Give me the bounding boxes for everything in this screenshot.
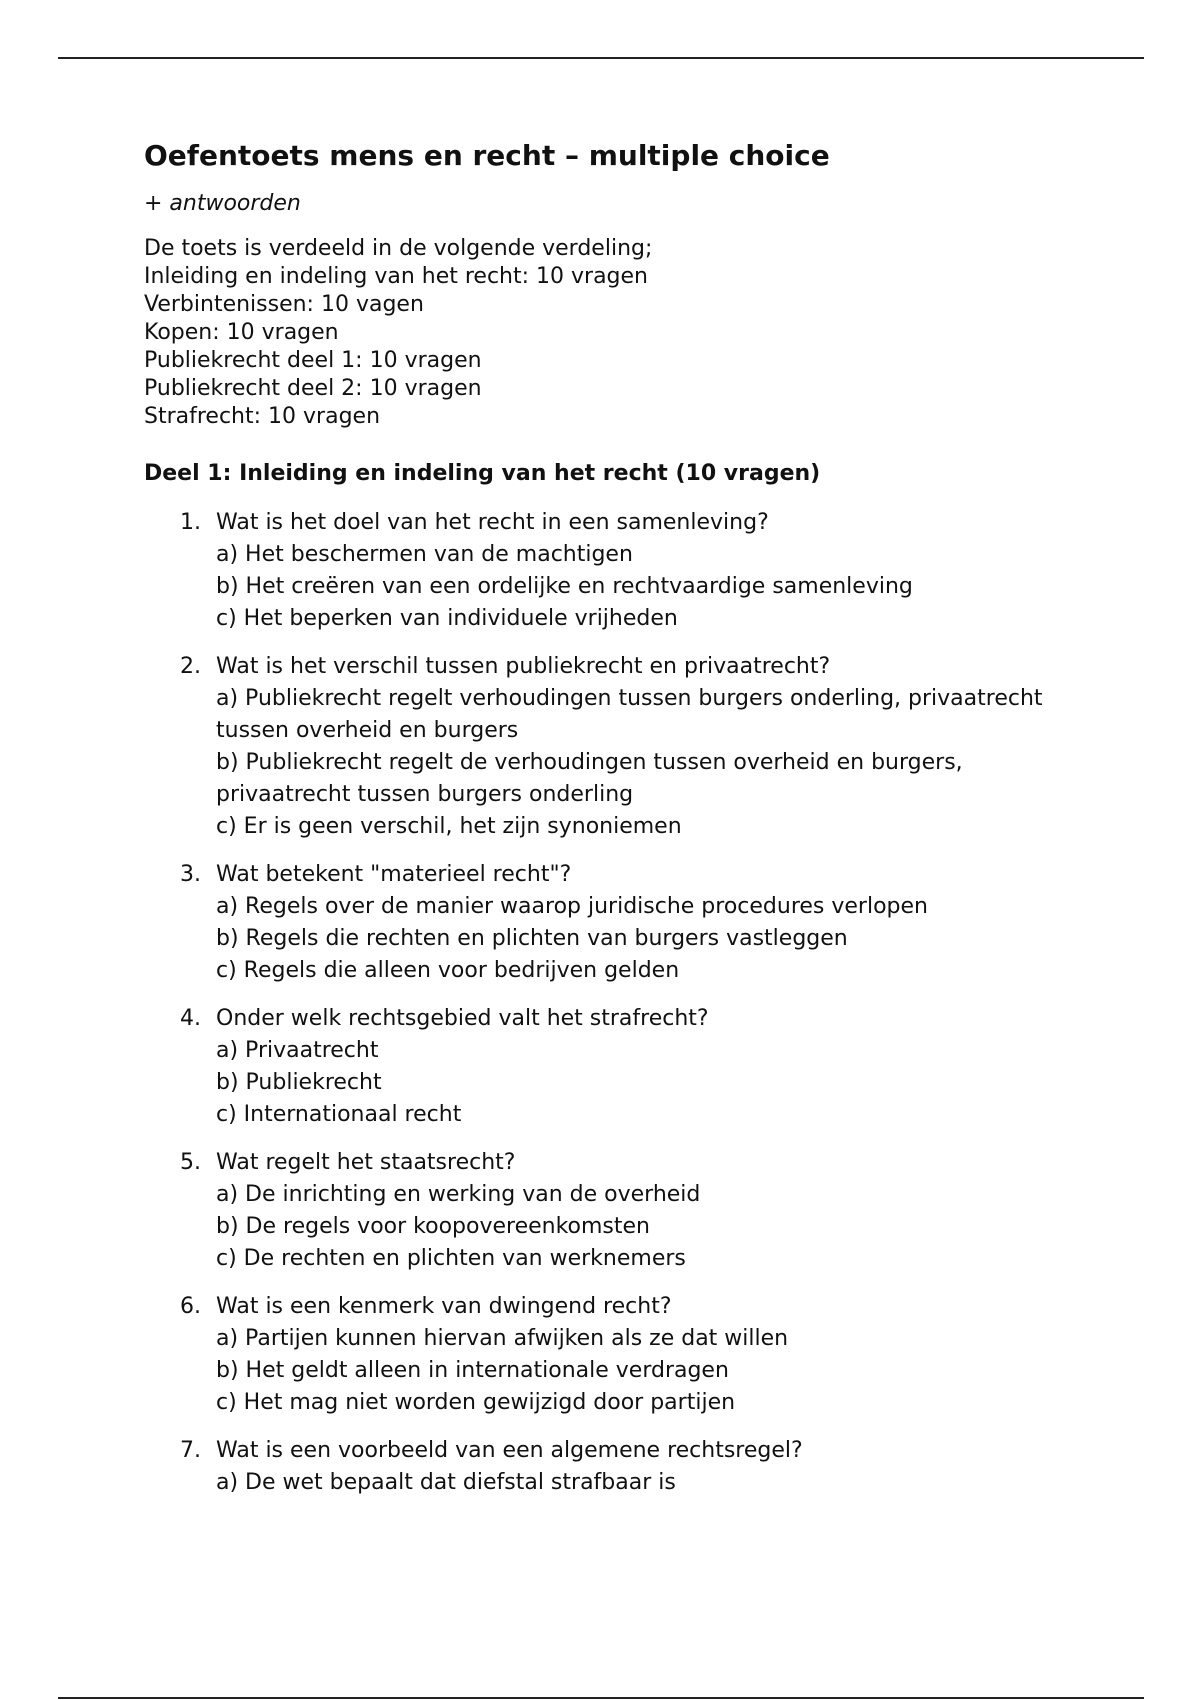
question-number: 7.: [180, 1438, 201, 1463]
intro-line: Strafrecht: 10 vragen: [144, 404, 381, 429]
answer-option: c) Het beperken van individuele vrijheden: [216, 606, 678, 631]
question-text: Wat is een kenmerk van dwingend recht?: [216, 1294, 672, 1319]
answer-option: c) Het mag niet worden gewijzigd door partijen: [216, 1390, 736, 1415]
answer-option: a) Publiekrecht regelt verhoudingen tussen burgers onderling, privaatrecht tussen overheid en burgers: [216, 686, 1043, 743]
intro-line: De toets is verdeeld in de volgende verdeling;: [144, 236, 653, 261]
question-item: [144, 507, 1104, 635]
question-number: 5.: [180, 1150, 201, 1175]
answer-option: a) Het beschermen van de machtigen: [216, 542, 633, 567]
answer-option: b) Regels die rechten en plichten van burgers vastleggen: [216, 926, 848, 951]
answer-option: b) Publiekrecht: [216, 1070, 382, 1095]
intro-block: [144, 235, 1104, 431]
answer-option: c) Internationaal recht: [216, 1102, 462, 1127]
question-item: [144, 859, 1104, 987]
question-text: Wat is een voorbeeld van een algemene rechtsregel?: [216, 1438, 803, 1463]
question-text: Wat betekent "materieel recht"?: [216, 862, 572, 887]
question-number: 1.: [180, 510, 201, 535]
question-number: 2.: [180, 654, 201, 679]
intro-line: Publiekrecht deel 1: 10 vragen: [144, 348, 482, 373]
page-title: Oefentoets mens en recht – multiple choice: [144, 139, 830, 172]
question-number: 6.: [180, 1294, 201, 1319]
answer-option: c) Regels die alleen voor bedrijven gelden: [216, 958, 680, 983]
question-number: 4.: [180, 1006, 201, 1031]
question-list: [144, 507, 1104, 1499]
question-item: [144, 1291, 1104, 1419]
document-body: [144, 137, 1104, 1515]
question-item: [144, 1435, 1104, 1499]
question-item: [144, 651, 1104, 843]
answer-option: a) Partijen kunnen hiervan afwijken als ze dat willen: [216, 1326, 789, 1351]
question-number: 3.: [180, 862, 201, 887]
answer-option: a) De inrichting en werking van de overheid: [216, 1182, 701, 1207]
answer-option: a) Privaatrecht: [216, 1038, 379, 1063]
answer-option: a) Regels over de manier waarop juridische procedures verlopen: [216, 894, 928, 919]
answer-option: c) De rechten en plichten van werknemers: [216, 1246, 686, 1271]
question-item: [144, 1147, 1104, 1275]
bottom-divider: [58, 1697, 1144, 1699]
answer-option: c) Er is geen verschil, het zijn synoniemen: [216, 814, 682, 839]
intro-line: Publiekrecht deel 2: 10 vragen: [144, 376, 482, 401]
question-text: Wat regelt het staatsrecht?: [216, 1150, 516, 1175]
answer-option: b) Het geldt alleen in internationale verdragen: [216, 1358, 729, 1383]
question-item: [144, 1003, 1104, 1131]
answer-option: a) De wet bepaalt dat diefstal strafbaar is: [216, 1470, 676, 1495]
top-divider: [58, 57, 1144, 59]
intro-line: Kopen: 10 vragen: [144, 320, 339, 345]
question-text: Wat is het doel van het recht in een samenleving?: [216, 510, 769, 535]
intro-line: Inleiding en indeling van het recht: 10 vragen: [144, 264, 649, 289]
question-text: Onder welk rechtsgebied valt het strafrecht?: [216, 1006, 709, 1031]
section-heading: Deel 1: Inleiding en indeling van het recht (10 vragen): [144, 461, 821, 486]
subtitle: + antwoorden: [144, 191, 301, 216]
intro-line: Verbintenissen: 10 vagen: [144, 292, 424, 317]
answer-option: b) Het creëren van een ordelijke en rechtvaardige samenleving: [216, 574, 913, 599]
answer-option: b) De regels voor koopovereenkomsten: [216, 1214, 650, 1239]
question-text: Wat is het verschil tussen publiekrecht en privaatrecht?: [216, 654, 831, 679]
answer-option: b) Publiekrecht regelt de verhoudingen tussen overheid en burgers, privaatrecht tussen burgers onderling: [216, 750, 963, 807]
